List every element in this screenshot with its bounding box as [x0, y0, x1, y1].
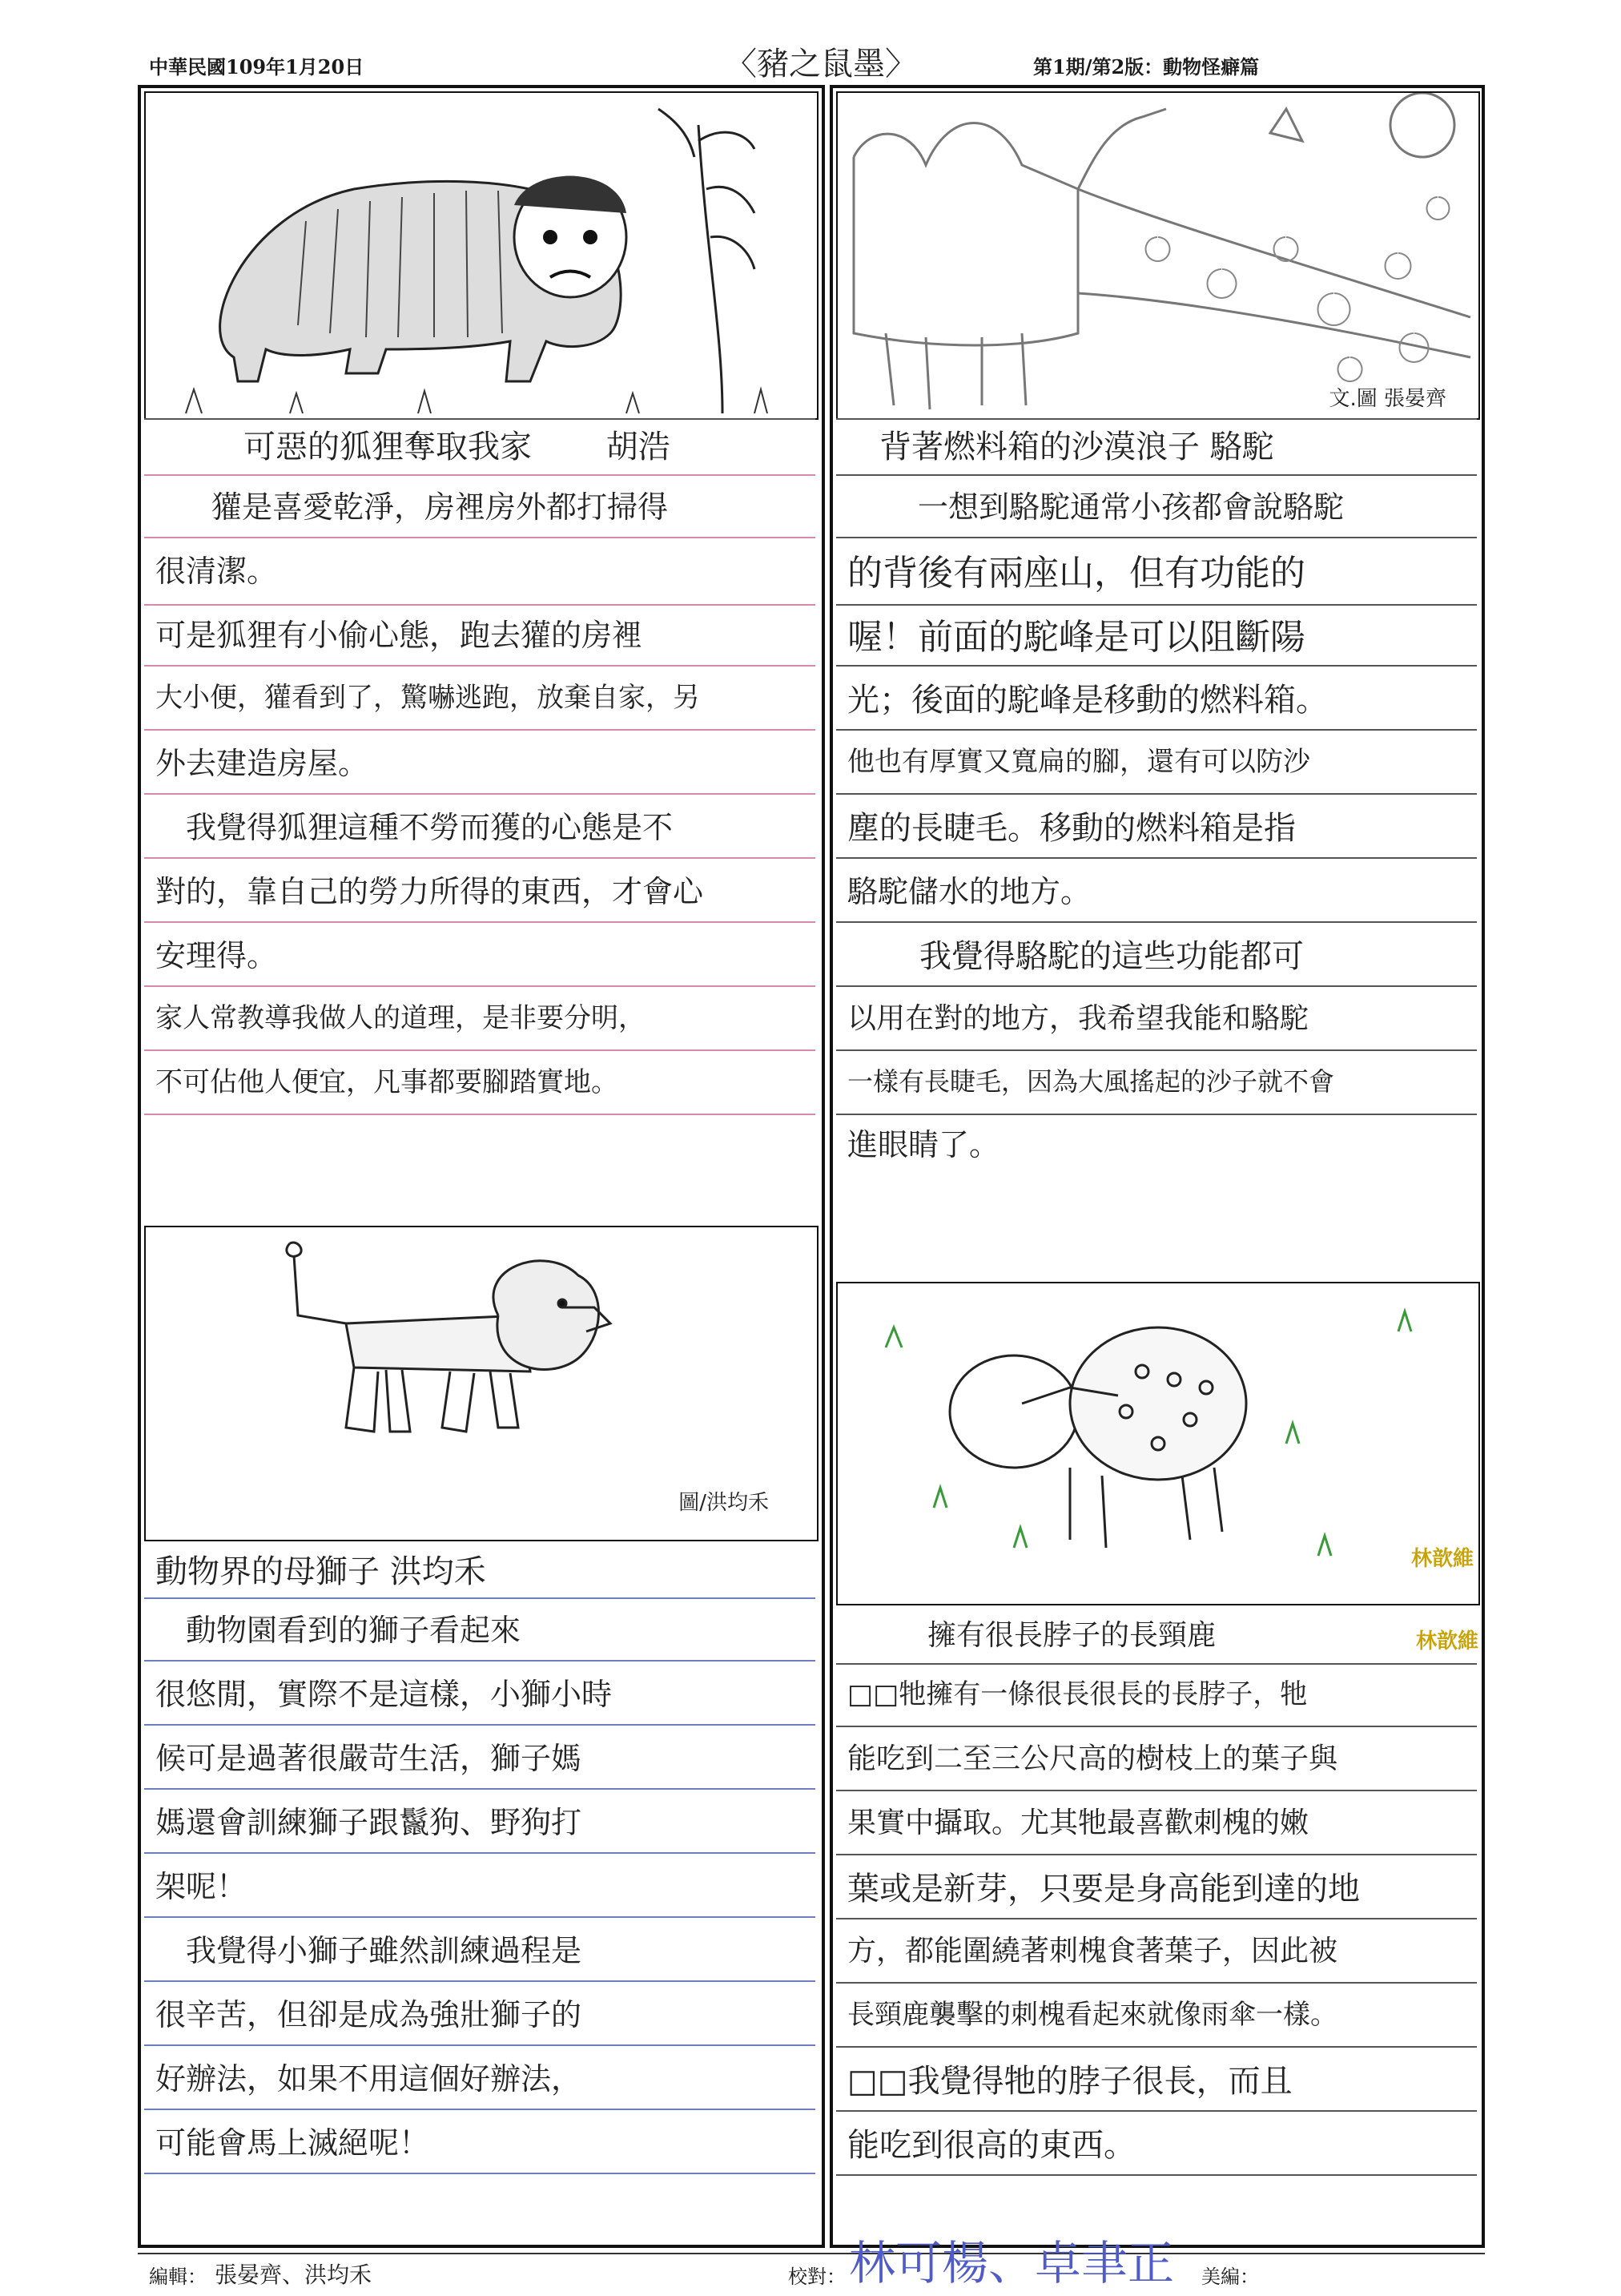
giraffe-illustration	[838, 1283, 1478, 1604]
text-line: 很辛苦，但卻是成為強壯獅子的	[155, 1997, 582, 2032]
text-line: □□我覺得牠的脖子很長，而且	[847, 2063, 1293, 2100]
giraffe-drawing-box	[836, 1282, 1480, 1605]
text-line: 家人常教導我做人的道理，是非要分明，	[155, 1002, 646, 1034]
camel-article	[836, 417, 1477, 1218]
text-line: 候可是過著很嚴苛生活，獅子媽	[155, 1741, 582, 1776]
text-line: 架呢！	[155, 1869, 247, 1904]
drawing-caption: 圖/洪均禾	[678, 1491, 769, 1515]
text-line: 好辦法，如果不用這個好辦法，	[155, 2061, 582, 2097]
text-line: 很悠閒，實際不是這樣，小獅小時	[155, 1677, 613, 1712]
text-line: 我覺得狐狸這種不勞而獲的心態是不	[155, 810, 674, 845]
text-line: 可是狐狸有小偷心態，跑去獾的房裡	[155, 618, 643, 653]
badger-illustration	[146, 93, 817, 418]
text-line: 獾是喜愛乾淨，房裡房外都打掃得	[211, 489, 669, 525]
article-title: 動物界的母獅子 洪均禾	[155, 1553, 486, 1590]
text-line: 以用在對的地方，我希望我能和駱駝	[847, 1002, 1309, 1035]
text-line: 我覺得駱駝的這些功能都可	[887, 938, 1304, 975]
text-line: 外去建造房屋。	[155, 746, 369, 781]
text-line: 一想到駱駝通常小孩都會說駱駝	[887, 489, 1345, 525]
text-line: 安理得。	[155, 938, 278, 973]
text-line: 的背後有兩座山，但有功能的	[847, 553, 1305, 594]
editor-names: 張晏齊、洪均禾	[215, 2262, 372, 2288]
text-line: 媽還會訓練獅子跟鬣狗、野狗打	[155, 1805, 582, 1840]
editor-label: 編輯：	[149, 2266, 207, 2288]
text-line: 可能會馬上滅絕呢！	[155, 2125, 430, 2161]
newspaper-title: 〈豬之鼠墨〉	[725, 46, 917, 83]
text-line: 長頸鹿襲擊的刺槐看起來就像雨傘一樣。	[847, 1999, 1337, 2031]
text-line: 一樣有長睫毛，因為大風搖起的沙子就不會	[847, 1066, 1335, 1097]
text-line: 能吃到很高的東西。	[847, 2127, 1136, 2164]
proofreader-names: 林可楊、卓聿正	[849, 2236, 1175, 2290]
issue-date: 中華民國109年1月20日	[149, 55, 364, 79]
footer-rule	[138, 2253, 1485, 2254]
camel-drawing-box	[836, 91, 1480, 420]
drawing-caption: 林歆維	[1410, 1547, 1474, 1571]
text-line: 他也有厚實又寬扁的腳，還有可以防沙	[847, 746, 1310, 778]
lion-article	[144, 1540, 815, 2245]
text-line: 進眼睛了。	[847, 1127, 1000, 1162]
side-caption: 林歆維	[1415, 1629, 1478, 1654]
drawing-caption: 文.圖 張晏齊	[1329, 387, 1446, 411]
issue-section: 第1期/第2版：動物怪癖篇	[1033, 55, 1260, 79]
article-title: 背著燃料箱的沙漠浪子 駱駝	[879, 429, 1274, 465]
text-line: □□牠擁有一條很長很長的長脖子，牠	[847, 1678, 1308, 1710]
article-title: 擁有很長脖子的長頸鹿	[927, 1619, 1217, 1652]
text-line: 光；後面的駝峰是移動的燃料箱。	[847, 682, 1328, 719]
badger-article	[144, 417, 815, 1218]
text-line: 方，都能圍繞著刺槐食著葉子，因此被	[847, 1935, 1338, 1968]
text-line: 大小便，獾看到了，驚嚇逃跑，放棄自家，另	[155, 682, 700, 714]
text-line: 塵的長睫毛。移動的燃料箱是指	[847, 810, 1296, 847]
text-line: 很清潔。	[155, 554, 278, 589]
text-line: 我覺得小獅子雖然訓練過程是	[155, 1933, 582, 1968]
giraffe-article	[836, 1605, 1477, 2246]
text-line: 不可佔他人便宜，凡事都要腳踏實地。	[155, 1066, 618, 1098]
text-line: 喔！前面的駝峰是可以阻斷陽	[847, 617, 1305, 658]
text-line: 動物園看到的獅子看起來	[155, 1613, 521, 1648]
article-author: 胡浩	[605, 429, 670, 465]
art-editor-label: 美編：	[1201, 2266, 1259, 2288]
camel-illustration	[838, 93, 1478, 418]
badger-drawing-box	[144, 91, 819, 420]
text-line: 駱駝儲水的地方。	[847, 874, 1092, 909]
text-line: 對的，靠自己的勞力所得的東西，才會心	[155, 874, 704, 909]
text-line: 能吃到二至三公尺高的樹枝上的葉子與	[847, 1742, 1338, 1775]
lion-drawing-box	[144, 1226, 819, 1541]
text-line: 葉或是新芽，只要是身高能到達的地	[847, 1871, 1360, 1907]
text-line: 果實中攝取。尤其牠最喜歡刺槐的嫩	[847, 1807, 1309, 1839]
proofreader-label: 校對：	[788, 2266, 846, 2288]
article-title: 可惡的狐狸奪取我家	[243, 429, 532, 465]
